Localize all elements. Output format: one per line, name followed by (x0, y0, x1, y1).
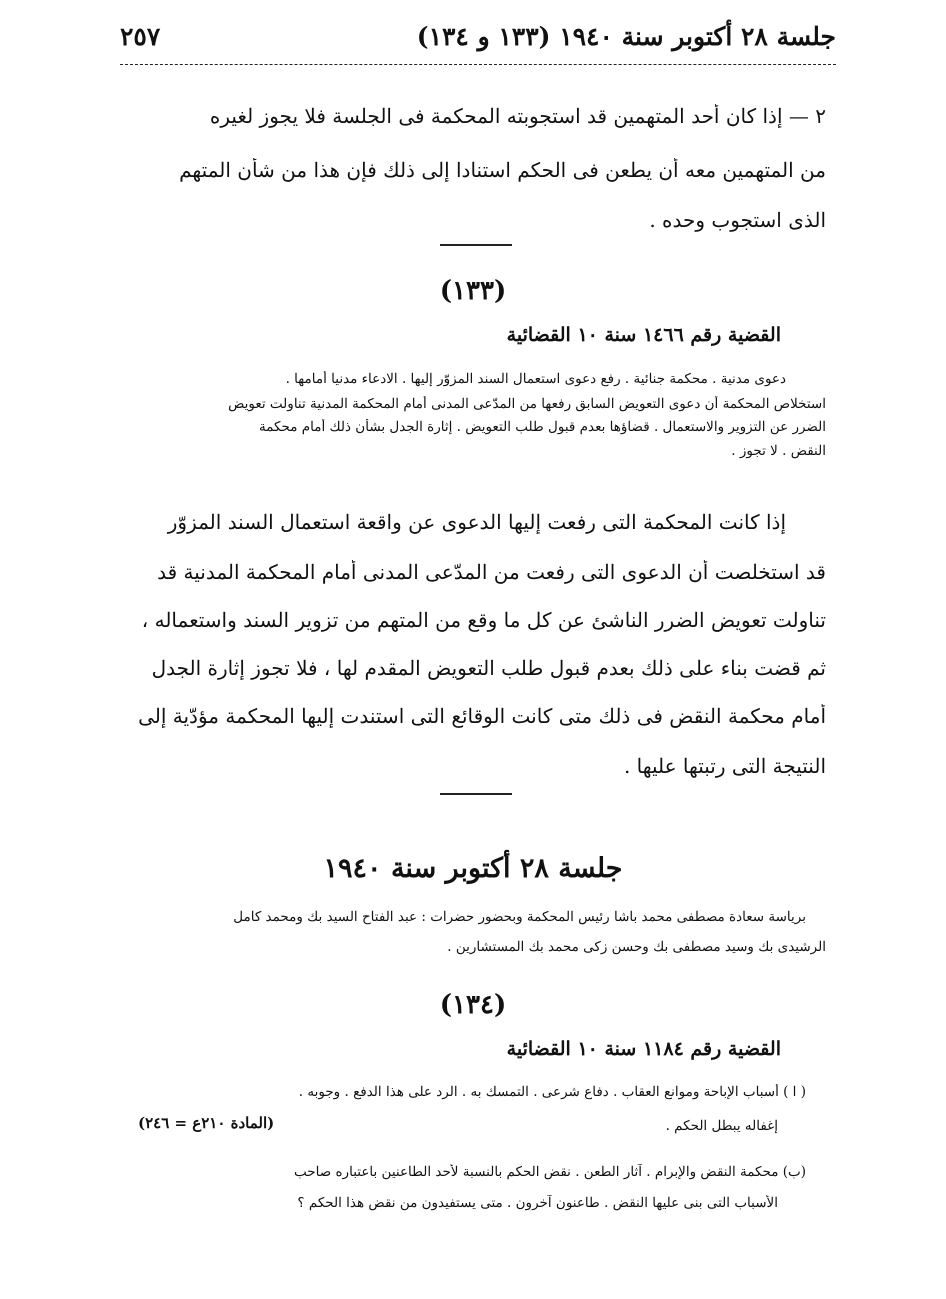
case-number-133: (١٣٣) (439, 276, 507, 306)
case-summary-line: الضرر عن التزوير والاستعمال . قضاؤها بعدم قبول طلب التعويض . إثارة الجدل بشأن ذلك أمام محكمة (259, 419, 826, 435)
case-summary-line: الأسباب التى بنى عليها النقض . طاعنون آخرون . متى يستفيدون من نقض هذا الحكم ؟ (297, 1195, 778, 1211)
prev-principle-line: من المتهمين معه أن يطعن فى الحكم استنادا إلى ذلك فإن هذا من شأن المتهم (179, 158, 826, 182)
case-body-line: قد استخلصت أن الدعوى التى رفعت من المدّعى المدنى أمام المحكمة المدنية قد (157, 560, 826, 584)
case-body-line: النتيجة التى رتبتها عليها . (623, 754, 826, 778)
header-divider (120, 64, 836, 65)
presidency-line: الرشيدى بك وسيد مصطفى بك وحسن زكى محمد بك المستشارين . (447, 939, 826, 955)
case-summary-line: ( ا ) أسباب الإباحة وموانع العقاب . دفاع شرعى . التمسك به . الرد على هذا الدفع . وجوبه . (298, 1084, 806, 1100)
prev-principle-line: ٢ — إذا كان أحد المتهمين قد استجوبته المحكمة فى الجلسة فلا يجوز لغيره (209, 104, 826, 128)
section-separator (440, 793, 512, 795)
statute-reference: (المادة ٢١٠ع = ٢٤٦) (138, 1114, 275, 1132)
presidency-line: برياسة سعادة مصطفى محمد باشا رئيس المحكمة وبحضور حضرات : عبد الفتاح السيد بك ومحمد كامل (233, 909, 806, 925)
section-separator (440, 244, 512, 246)
case-summary-line: دعوى مدنية . محكمة جنائية . رفع دعوى استعمال السند المزوّر إليها . الادعاء مدنيا أمامها . (285, 371, 786, 387)
case-summary-line: النقض . لا تجوز . (731, 443, 826, 459)
case-number-134: (١٣٤) (439, 990, 507, 1020)
header-title: جلسة ٢٨ أكتوبر سنة ١٩٤٠ (١٣٣ و ١٣٤) (416, 22, 836, 51)
case-reference-133: القضية رقم ١٤٦٦ سنة ١٠ القضائية (506, 324, 781, 346)
case-summary-line: استخلاص المحكمة أن دعوى التعويض السابق رفعها من المدّعى المدنى أمام المحكمة المدنية تناولت تعويض (228, 396, 826, 412)
case-reference-134: القضية رقم ١١٨٤ سنة ١٠ القضائية (506, 1038, 781, 1060)
case-body-line: أمام محكمة النقض فى ذلك متى كانت الوقائع التى استندت إليها المحكمة مؤدّية إلى (138, 704, 826, 728)
case-summary-line: إغفاله يبطل الحكم . (665, 1118, 778, 1134)
case-body-line: إذا كانت المحكمة التى رفعت إليها الدعوى عن واقعة استعمال السند المزوّر (167, 510, 786, 534)
case-summary-line: (ب) محكمة النقض والإبرام . آثار الطعن . نقض الحكم بالنسبة لأحد الطاعنين باعتباره صاحب (294, 1164, 806, 1180)
case-body-line: ثم قضت بناء على ذلك بعدم قبول طلب التعويض المقدم لها ، فلا تجوز إثارة الجدل (151, 656, 826, 680)
prev-principle-line: الذى استجوب وحده . (649, 208, 826, 232)
page-number: ٢٥٧ (120, 22, 161, 51)
session-title: جلسة ٢٨ أكتوبر سنة ١٩٤٠ (323, 853, 623, 884)
case-body-line: تناولت تعويض الضرر الناشئ عن كل ما وقع من المتهم من تزوير السند واستعماله ، (141, 608, 826, 632)
running-header (120, 22, 836, 62)
